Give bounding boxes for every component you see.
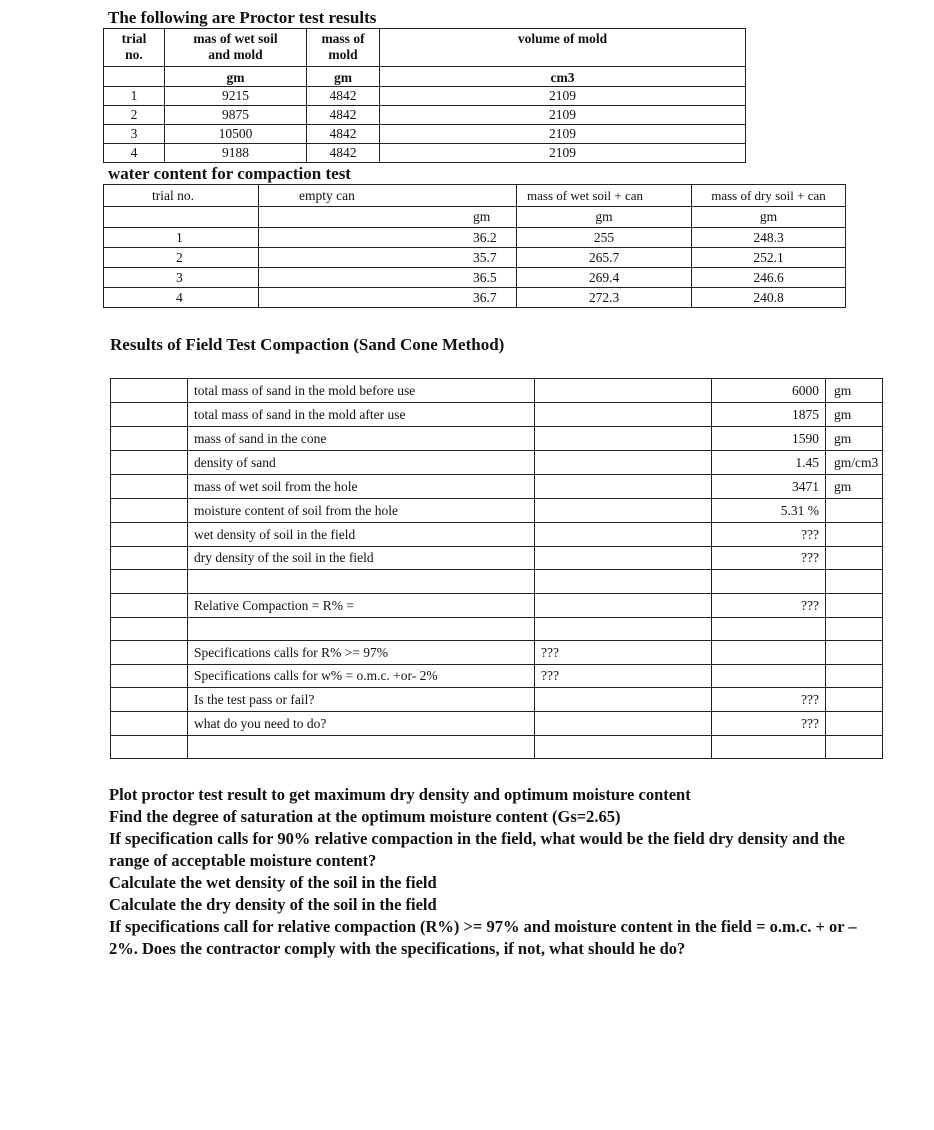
- proctor-wet: 10500: [165, 125, 307, 144]
- field-blank-cell: [111, 451, 188, 475]
- table-row: [111, 547, 883, 570]
- question-item: If specifications call for relative compaction (R%) >= 97% and moisture content in the field = o.m.c. + or – 2%. Does the contractor comply with the specifications, if not, what should he do?: [109, 917, 857, 958]
- field-label: Specifications calls for R% >= 97%: [188, 641, 535, 665]
- water-can: 36.2: [259, 228, 517, 248]
- field-title: Results of Field Test Compaction (Sand Cone Method): [110, 335, 505, 354]
- field-unit: [826, 736, 883, 759]
- field-unit: gm: [826, 475, 883, 499]
- water-title: water content for compaction test: [108, 164, 351, 183]
- field-mid-value: [535, 712, 712, 736]
- field-mid-value: ???: [535, 641, 712, 665]
- field-label: [188, 736, 535, 759]
- proctor-trial: 2: [104, 106, 165, 125]
- water-table: [103, 184, 846, 308]
- field-mid-value: [535, 688, 712, 712]
- field-label: wet density of soil in the field: [188, 523, 535, 547]
- field-mid-value: [535, 427, 712, 451]
- table-row: [104, 248, 846, 268]
- proctor-header-mold: mass of mold: [307, 29, 380, 67]
- water-unit-can: gm: [259, 207, 517, 228]
- proctor-header-trial: trial no.: [104, 29, 165, 67]
- proctor-vol: 2109: [380, 106, 746, 125]
- field-value: [712, 618, 826, 641]
- table-row: [104, 288, 846, 308]
- field-unit: [826, 523, 883, 547]
- proctor-table: [103, 28, 746, 163]
- field-label: Relative Compaction = R% =: [188, 594, 535, 618]
- water-header-trial: trial no.: [104, 185, 259, 207]
- proctor-mold: 4842: [307, 106, 380, 125]
- field-value: 5.31 %: [712, 499, 826, 523]
- field-unit: [826, 641, 883, 665]
- field-mid-value: [535, 523, 712, 547]
- field-unit: [826, 618, 883, 641]
- proctor-mold: 4842: [307, 125, 380, 144]
- field-value: ???: [712, 523, 826, 547]
- water-dry: 246.6: [692, 268, 846, 288]
- field-unit: [826, 499, 883, 523]
- question-item: Find the degree of saturation at the optimum moisture content (Gs=2.65): [109, 807, 621, 826]
- field-unit: gm/cm3: [826, 451, 883, 475]
- field-value: 1.45: [712, 451, 826, 475]
- field-blank-cell: [111, 403, 188, 427]
- questions: [109, 784, 879, 960]
- table-row: [111, 403, 883, 427]
- field-blank-cell: [111, 475, 188, 499]
- field-mid-value: [535, 475, 712, 499]
- table-row: [104, 87, 746, 106]
- water-trial: 4: [104, 288, 259, 308]
- field-label: total mass of sand in the mold after use: [188, 403, 535, 427]
- question-item: If specification calls for 90% relative compaction in the field, what would be the field dry density and the range of acceptable moisture content?: [109, 829, 845, 870]
- field-unit: gm: [826, 403, 883, 427]
- table-row: [111, 451, 883, 475]
- field-label: density of sand: [188, 451, 535, 475]
- table-row: [111, 570, 883, 594]
- field-label: [188, 570, 535, 594]
- table-row: [104, 106, 746, 125]
- field-unit: [826, 688, 883, 712]
- field-blank-cell: [111, 712, 188, 736]
- field-label: total mass of sand in the mold before use: [188, 379, 535, 403]
- table-row: [104, 268, 846, 288]
- table-row: [111, 736, 883, 759]
- field-blank-cell: [111, 379, 188, 403]
- field-mid-value: [535, 594, 712, 618]
- water-wet: 255: [517, 228, 692, 248]
- field-label: moisture content of soil from the hole: [188, 499, 535, 523]
- proctor-mold: 4842: [307, 87, 380, 106]
- proctor-wet: 9188: [165, 144, 307, 163]
- proctor-mold: 4842: [307, 144, 380, 163]
- table-row: [104, 144, 746, 163]
- field-mid-value: ???: [535, 665, 712, 688]
- field-mid-value: [535, 618, 712, 641]
- field-blank-cell: [111, 570, 188, 594]
- water-wet: 269.4: [517, 268, 692, 288]
- field-label: [188, 618, 535, 641]
- field-blank-cell: [111, 547, 188, 570]
- field-value: [712, 665, 826, 688]
- field-blank-cell: [111, 736, 188, 759]
- field-label: mass of wet soil from the hole: [188, 475, 535, 499]
- water-header-can: empty can: [259, 185, 517, 207]
- water-can: 35.7: [259, 248, 517, 268]
- proctor-header-wet: mas of wet soil and mold: [165, 29, 307, 67]
- water-trial: 3: [104, 268, 259, 288]
- field-value: 1590: [712, 427, 826, 451]
- field-blank-cell: [111, 594, 188, 618]
- field-unit: gm: [826, 427, 883, 451]
- field-label: Specifications calls for w% = o.m.c. +or- 2%: [188, 665, 535, 688]
- proctor-trial: 1: [104, 87, 165, 106]
- field-value: [712, 736, 826, 759]
- water-header-wet: mass of wet soil + can: [517, 185, 692, 207]
- question-item: Calculate the dry density of the soil in the field: [109, 895, 437, 914]
- field-mid-value: [535, 499, 712, 523]
- question-item: Calculate the wet density of the soil in the field: [109, 873, 437, 892]
- proctor-vol: 2109: [380, 87, 746, 106]
- proctor-wet: 9215: [165, 87, 307, 106]
- water-dry: 240.8: [692, 288, 846, 308]
- field-value: ???: [712, 712, 826, 736]
- water-trial: 1: [104, 228, 259, 248]
- water-wet: 272.3: [517, 288, 692, 308]
- field-blank-cell: [111, 688, 188, 712]
- table-row: [111, 688, 883, 712]
- proctor-unit-vol: cm3: [380, 67, 746, 87]
- field-value: 6000: [712, 379, 826, 403]
- table-row: [111, 665, 883, 688]
- proctor-trial: 3: [104, 125, 165, 144]
- water-dry: 252.1: [692, 248, 846, 268]
- proctor-header-vol: volume of mold: [380, 29, 746, 67]
- field-blank-cell: [111, 665, 188, 688]
- field-value: 3471: [712, 475, 826, 499]
- field-label: what do you need to do?: [188, 712, 535, 736]
- water-can: 36.7: [259, 288, 517, 308]
- field-unit: [826, 594, 883, 618]
- field-value: ???: [712, 594, 826, 618]
- water-can: 36.5: [259, 268, 517, 288]
- field-unit: [826, 665, 883, 688]
- proctor-unit-mold: gm: [307, 67, 380, 87]
- water-header-dry: mass of dry soil + can: [692, 185, 846, 207]
- field-label: Is the test pass or fail?: [188, 688, 535, 712]
- water-unit-dry: gm: [692, 207, 846, 228]
- field-mid-value: [535, 403, 712, 427]
- table-row: [111, 641, 883, 665]
- table-row: [104, 125, 746, 144]
- field-mid-value: [535, 451, 712, 475]
- field-unit: [826, 547, 883, 570]
- water-unit-wet: gm: [517, 207, 692, 228]
- water-unit-empty: [104, 207, 259, 228]
- field-blank-cell: [111, 641, 188, 665]
- proctor-title: The following are Proctor test results: [108, 8, 377, 27]
- question-item: Plot proctor test result to get maximum dry density and optimum moisture content: [109, 785, 691, 804]
- field-value: [712, 641, 826, 665]
- field-label: dry density of the soil in the field: [188, 547, 535, 570]
- table-row: [104, 228, 846, 248]
- table-row: [111, 712, 883, 736]
- proctor-unit-empty: [104, 67, 165, 87]
- field-unit: [826, 712, 883, 736]
- proctor-vol: 2109: [380, 144, 746, 163]
- field-value: ???: [712, 688, 826, 712]
- water-wet: 265.7: [517, 248, 692, 268]
- field-mid-value: [535, 547, 712, 570]
- table-row: [111, 499, 883, 523]
- proctor-trial: 4: [104, 144, 165, 163]
- table-row: [111, 379, 883, 403]
- field-unit: [826, 570, 883, 594]
- water-trial: 2: [104, 248, 259, 268]
- proctor-vol: 2109: [380, 125, 746, 144]
- field-table: [110, 378, 883, 759]
- table-row: [111, 427, 883, 451]
- field-value: ???: [712, 547, 826, 570]
- field-unit: gm: [826, 379, 883, 403]
- water-dry: 248.3: [692, 228, 846, 248]
- field-blank-cell: [111, 523, 188, 547]
- table-row: [111, 523, 883, 547]
- table-row: [111, 594, 883, 618]
- field-mid-value: [535, 570, 712, 594]
- proctor-wet: 9875: [165, 106, 307, 125]
- field-label: mass of sand in the cone: [188, 427, 535, 451]
- field-mid-value: [535, 736, 712, 759]
- field-blank-cell: [111, 618, 188, 641]
- field-value: [712, 570, 826, 594]
- field-blank-cell: [111, 427, 188, 451]
- field-value: 1875: [712, 403, 826, 427]
- table-row: [111, 475, 883, 499]
- field-mid-value: [535, 379, 712, 403]
- proctor-unit-wet: gm: [165, 67, 307, 87]
- field-blank-cell: [111, 499, 188, 523]
- table-row: [111, 618, 883, 641]
